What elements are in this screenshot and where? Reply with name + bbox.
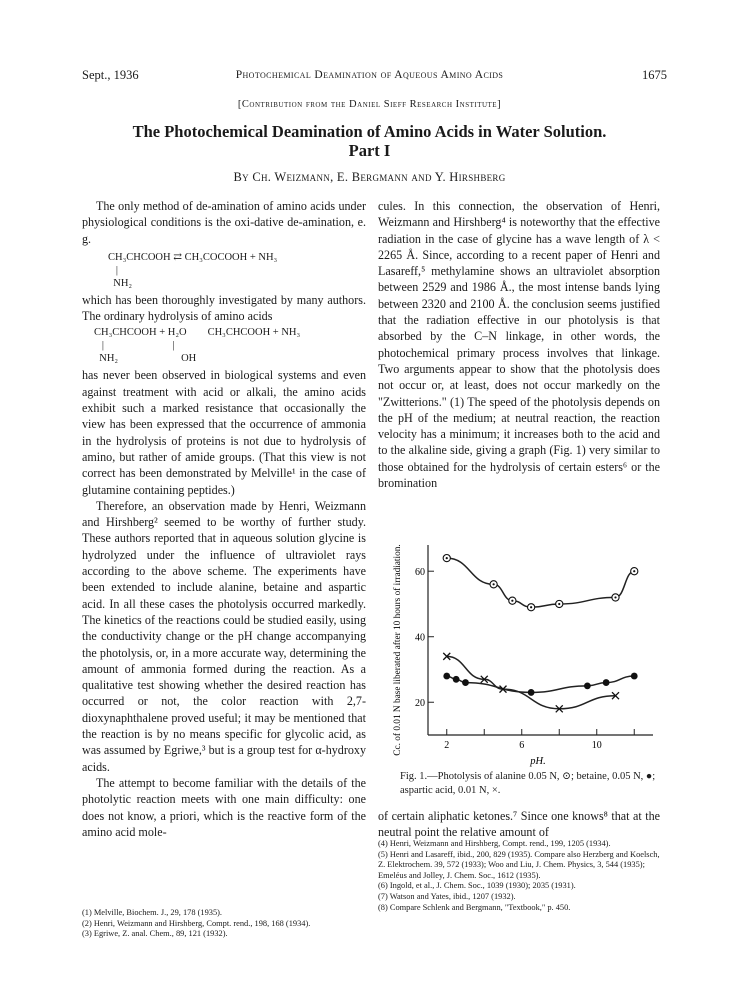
left-footnotes [82, 908, 366, 940]
footnote-6: (6) Ingold, et al., J. Chem. Soc., 1039 (1930); 2035 (1931). [378, 881, 576, 891]
right-paragraph-2: of certain aliphatic ketones.⁷ Since one knows⁸ that at the neutral point the relative amount of [378, 809, 660, 840]
right-column [378, 198, 660, 491]
byline: By Ch. Weizmann, E. Bergmann and Y. Hirshberg [233, 170, 506, 184]
footnote-4: (4) Henri, Weizmann and Hirshberg, Compt. rend., 199, 1205 (1934). [378, 839, 611, 848]
alanine-point-dot [446, 557, 448, 559]
x-tick-label: 6 [519, 740, 525, 751]
title-line-2: Part I [348, 141, 391, 160]
equation-oxidative: CH₃CHCOOH ⇄ CH₃COCOOH + NH₃ | NH₂ [108, 251, 278, 289]
betaine-point [584, 682, 591, 689]
page-number: 1675 [642, 68, 667, 82]
x-tick-label: 2 [444, 740, 450, 751]
x-tick-label: 10 [591, 740, 602, 751]
chart-y-label: Cc. of 0.01 N base liberated after 10 hours of irradiation. [393, 544, 403, 756]
footnote-5: (5) Henri and Lasareff, ibid., 200, 829 (1935). Compare also Herzberg and Koelsch, Z. Elektrochem. 39, 572 (1933); Woo and Liu, J. Chem. Physics, 3, 544 (1935); Emeléus and Jolley, J. Chem. Soc., 1612 (1935). [378, 849, 660, 880]
footnote-3: (3) Egriwe, Z. anal. Chem., 89, 121 (1932). [82, 929, 228, 939]
alanine-point-dot [558, 603, 560, 605]
left-paragraph-4: Therefore, an observation made by Henri, Weizmann and Hirshberg² seemed to be worthy of further study. These authors reported that in aqueous solution glycine is hydrolyzed under the influence of ultraviolet rays according to the above scheme. The experiments have been extended to include alanine, betaine and aspartic acid. In all these cases the photolysis occurred markedly. The kinetics of the reactions could be studied easily, using the conductivity change or the pH change accompanying the photolysis, or, in a more accurate way, determining the amount of ammonia formed during the reaction. As a qualitative test showing whether the desired reaction has occurred or not, the color reaction with 2,7-dioxynaphthalene proved useful; it may be mentioned that the reaction is by no means specific for glycolic acid, as was assumed by Egriwe,³ but is a group test for α-hydroxy acids. [82, 498, 366, 774]
left-paragraph-2: which has been thoroughly investigated by many authors. The ordinary hydrolysis of amino acids [82, 292, 366, 324]
figure-caption: Fig. 1.—Photolysis of alanine 0.05 N, ⊙; betaine, 0.05 N, ●; aspartic acid, 0.01 N, ×. [400, 771, 656, 796]
left-paragraph-3: has never been observed in biological systems and even against treatment with acid or alkali, the amino acids exhibit such a marked resistance that occasionally the view has been expressed that the occurrence of ammonia in the hydrolysis of proteins is not due to hydrolysis of amino, but rather of amide groups. (That this view is not correct has been demonstrated by Melville¹ in the case of glutamine containing peptides.) [82, 368, 366, 497]
title-line-1: The Photochemical Deamination of Amino Acids in Water Solution. [132, 122, 607, 141]
betaine-point [443, 673, 450, 680]
figure-1-chart [378, 530, 660, 770]
contribution-line: [Contribution from the Daniel Sieff Research Institute] [237, 99, 502, 110]
alanine-curve [447, 558, 635, 607]
chart-axes [415, 545, 653, 751]
chart-x-label: pH. [530, 756, 546, 767]
y-tick-label: 40 [415, 632, 425, 644]
alanine-point-dot [493, 583, 495, 585]
page-date: Sept., 1936 [82, 68, 139, 82]
alanine-point-dot [511, 600, 513, 602]
alanine-point-dot [633, 570, 635, 572]
right-footnotes [378, 839, 660, 913]
betaine-point [631, 673, 638, 680]
footnote-1: (1) Melville, Biochem. J., 29, 178 (1935). [82, 908, 223, 917]
left-paragraph-5: The attempt to become familiar with the details of the photolytic reaction meets with one main difficulty: one does not know, a priori, which is the reactive form of the amino acid mole- [82, 775, 366, 839]
chart-marks [443, 555, 638, 713]
y-tick-label: 60 [415, 567, 425, 579]
right-paragraph-1: cules. In this connection, the observation of Henri, Weizmann and Hirshberg⁴ is noteworthy that the effective radiation in the case of glycine has a wave length of λ < 2265 Å. Since, according to a recent paper of Henri and Lasareff,⁵ methylamine shows an ultraviolet absorption between 2529 and 1986 Å., the most intense bands lying between 2320 and 2100 Å. the conclusion seems justified that the radiation effective in our photolysis is that absorbed by the C–N linkage, in other words, the photochemical primary process involves that linkage. Two arguments appear to show that the photolysis does not occur or, at least, does not occur markedly on the "Zwitterions." (1) The speed of the photolysis depends on the pH of the medium; at neutral reaction, the reaction velocity has a minimum; it increases both to the acid and to the alkaline side, giving a graph (Fig. 1) very similar to those obtained for the hydrolysis of certain esters⁶ or the bromination [378, 199, 660, 491]
left-paragraph-1: The only method of de-amination of amino acids under physiological conditions is the oxi-dative de-amination, e. g. [82, 199, 366, 246]
y-tick-label: 20 [415, 698, 425, 710]
betaine-point [462, 679, 469, 686]
footnote-7: (7) Watson and Yates, ibid., 1207 (1932). [378, 891, 516, 901]
betaine-point [453, 676, 460, 683]
left-column [82, 198, 366, 840]
running-title: Photochemical Deamination of Aqueous Amino Acids [235, 69, 504, 81]
article-title [0, 122, 739, 160]
betaine-point [528, 689, 535, 696]
footnote-2: (2) Henri, Weizmann and Hirshberg, Compt. rend., 198, 168 (1934). [82, 918, 311, 928]
betaine-point [603, 679, 610, 686]
alanine-point-dot [530, 606, 532, 608]
footnote-8: (8) Compare Schlenk and Bergmann, "Textbook," p. 450. [378, 902, 571, 912]
alanine-point-dot [614, 596, 616, 598]
equation-hydrolysis: CH₃CHCOOH + H₂O CH₃CHCOOH + NH₃ | | NH₂ OH [94, 327, 301, 365]
